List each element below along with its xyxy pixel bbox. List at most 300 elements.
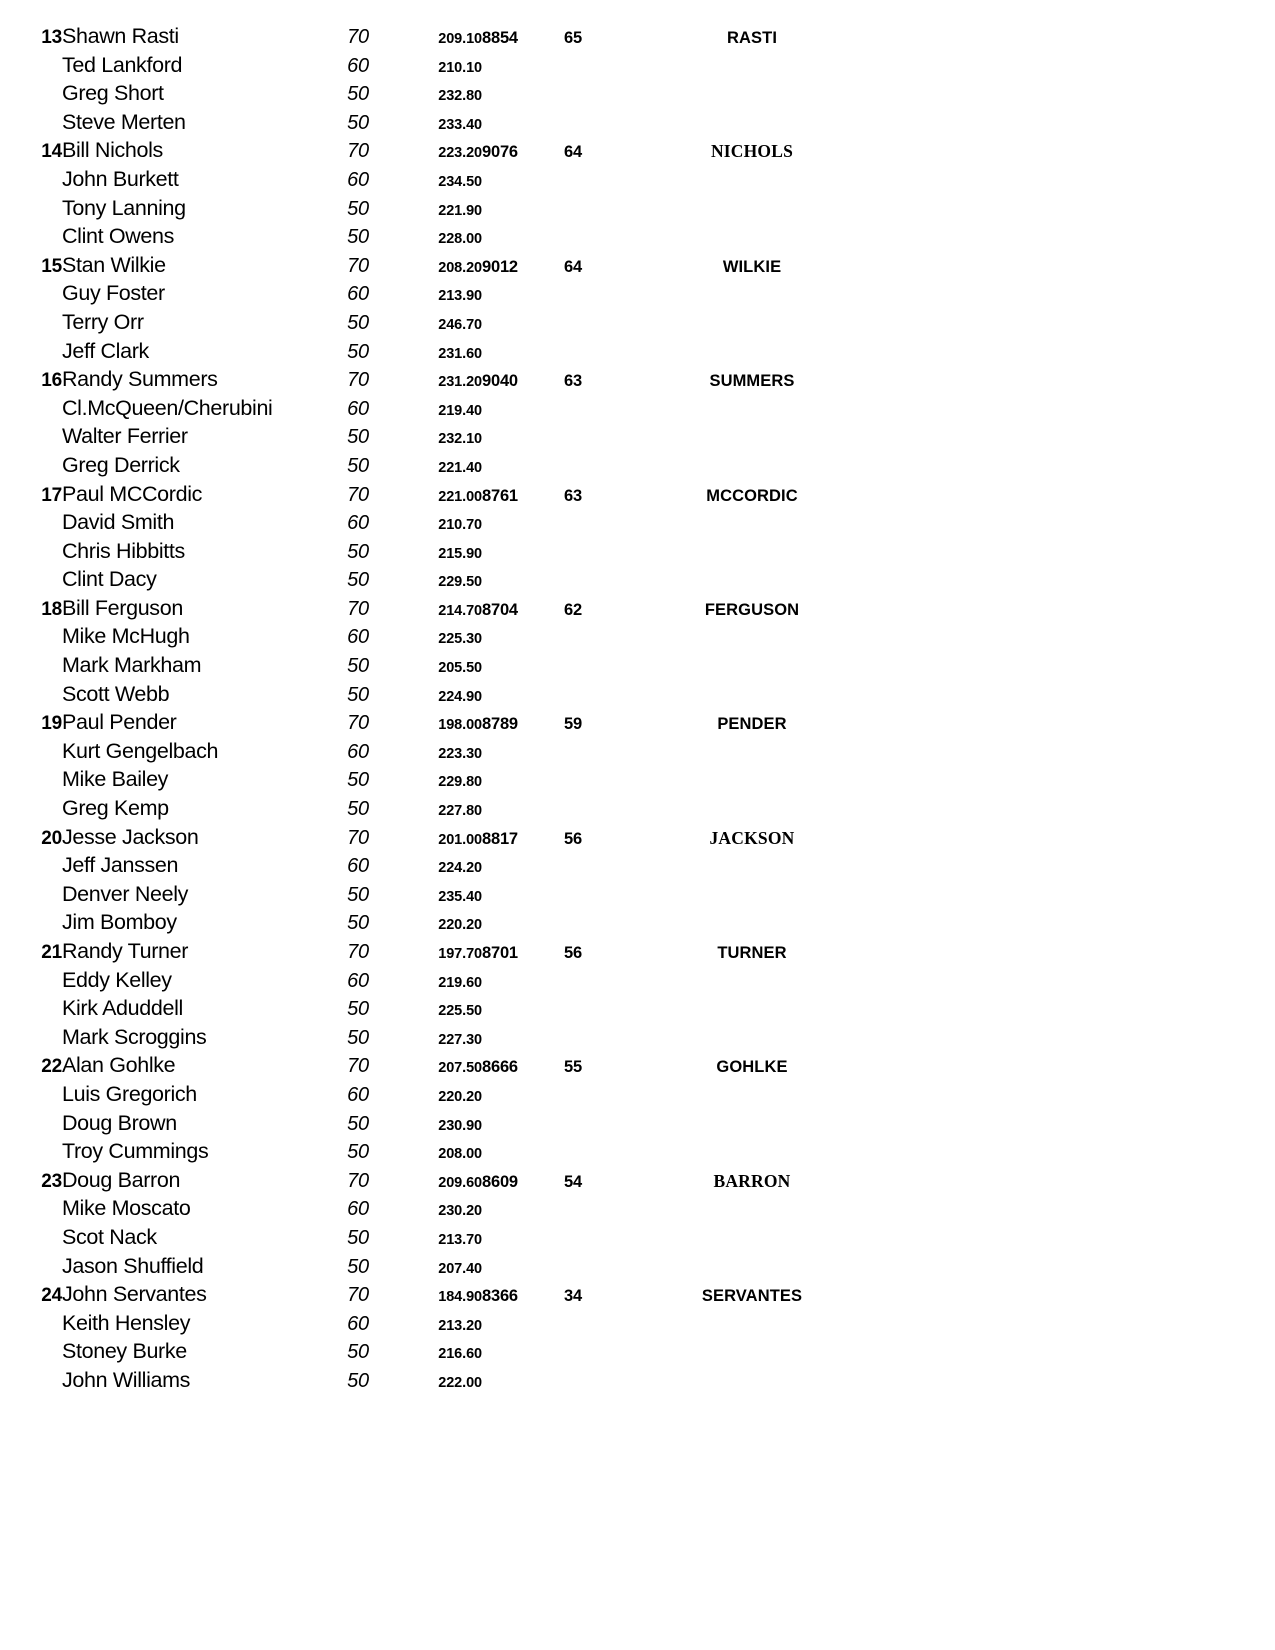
team-name [656,968,848,997]
team-rank [18,624,62,653]
team-member-row [18,224,848,253]
team-member-row [18,624,848,653]
team-total [482,1139,564,1168]
team-points [564,453,656,482]
team-name [656,453,848,482]
team-points: 56 [564,829,582,848]
team-member-row [18,453,848,482]
member-average: 207.40 [438,1260,482,1277]
member-handicap: 50 [347,569,369,592]
member-handicap: 50 [347,798,369,821]
team-points: 54 [564,1172,582,1191]
team-rank [18,882,62,911]
member-average: 205.50 [438,660,482,677]
member-average: 221.90 [438,202,482,219]
team-total [482,453,564,482]
team-member-row [18,1025,848,1054]
team-name [656,167,848,196]
member-handicap: 50 [347,1141,369,1164]
team-total [482,53,564,82]
member-name: Jeff Clark [62,338,149,363]
member-name: Jesse Jackson [62,824,199,849]
team-member-row [18,653,848,682]
team-points [564,1225,656,1254]
team-points [564,1339,656,1368]
team-rank [18,767,62,796]
member-average: 219.60 [438,974,482,991]
team-leader-row [18,825,848,854]
team-points [564,653,656,682]
team-points [564,910,656,939]
team-points [564,1254,656,1283]
team-total [482,110,564,139]
member-name: Terry Orr [62,309,144,334]
member-name: Walter Ferrier [62,424,188,449]
team-member-row [18,53,848,82]
team-total: 8701 [482,944,518,962]
team-points: 63 [564,486,582,505]
member-average: 220.20 [438,1088,482,1105]
member-average: 223.30 [438,745,482,762]
member-name: Kurt Gengelbach [62,738,219,763]
team-rank [18,339,62,368]
member-handicap: 60 [347,54,369,77]
team-points: 64 [564,143,582,162]
team-name: SERVANTES [701,1287,803,1306]
team-name [656,110,848,139]
member-name: Jim Bomboy [62,910,177,935]
team-total: 8789 [482,715,518,734]
team-points [564,539,656,568]
team-member-row [18,196,848,225]
team-rank [18,167,62,196]
team-total: 8704 [482,600,518,619]
team-points: 59 [564,715,582,734]
member-average: 227.80 [438,803,482,820]
team-total [482,653,564,682]
member-handicap: 70 [347,941,369,963]
team-points [564,996,656,1025]
team-member-row [18,167,848,196]
team-points: 63 [564,372,582,391]
team-rank [18,424,62,453]
member-average: 215.90 [438,545,482,562]
member-name: Greg Kemp [62,796,169,821]
member-handicap: 50 [347,769,369,792]
member-average: 216.60 [438,1346,482,1363]
member-average: 210.10 [438,59,482,76]
team-name: WILKIE [722,257,782,276]
team-points: 62 [564,600,582,619]
team-rank [18,910,62,939]
team-points [564,682,656,711]
team-member-row [18,682,848,711]
team-member-row [18,396,848,425]
member-name: Mark Markham [62,653,202,678]
team-total [482,682,564,711]
team-total: 8761 [482,486,518,505]
member-name: Bill Ferguson [62,595,183,620]
member-name: Jason Shuffield [62,1253,204,1278]
team-name [656,1082,848,1111]
team-points [564,1139,656,1168]
team-points [564,196,656,225]
member-handicap: 50 [347,683,369,706]
team-rank [18,853,62,882]
team-name [656,196,848,225]
member-average: 213.20 [438,1317,482,1334]
team-leader-row [18,24,848,53]
team-total [482,853,564,882]
team-points: 65 [564,29,582,47]
team-total: 9076 [482,143,518,162]
member-handicap: 60 [347,512,369,535]
member-handicap: 60 [347,397,369,420]
member-name: Tony Lanning [62,195,186,220]
team-member-row [18,1196,848,1225]
team-rank [18,968,62,997]
team-total [482,968,564,997]
member-handicap: 50 [347,340,369,363]
member-average: 224.90 [438,688,482,705]
team-member-row [18,339,848,368]
member-average: 246.70 [438,316,482,333]
team-rank [18,739,62,768]
member-name: Eddy Kelley [62,967,172,992]
team-member-row [18,1311,848,1340]
member-average: 209.60 [438,1174,482,1191]
member-average: 232.80 [438,88,482,105]
team-leader-row [18,1053,848,1082]
member-average: 224.20 [438,860,482,877]
member-name: David Smith [62,510,175,535]
member-average: 197.70 [438,946,482,962]
member-average: 208.00 [438,1146,482,1163]
member-average: 220.20 [438,917,482,934]
team-member-row [18,1339,848,1368]
member-average: 225.30 [438,631,482,648]
member-average: 209.10 [438,31,482,47]
team-name [656,996,848,1025]
member-name: Greg Short [62,81,164,106]
team-name: PENDER [717,715,787,734]
member-name: Scot Nack [62,1224,157,1249]
team-member-row [18,567,848,596]
team-total [482,882,564,911]
team-points [564,796,656,825]
team-name: TURNER [717,944,787,962]
member-average: 222.00 [438,1374,482,1391]
team-points [564,339,656,368]
team-name [656,510,848,539]
member-handicap: 50 [347,883,369,906]
team-points [564,510,656,539]
team-name [656,1254,848,1283]
member-name: Alan Gohlke [62,1053,176,1078]
team-name: GOHLKE [716,1058,788,1077]
team-name [656,1368,848,1397]
member-handicap: 70 [347,369,369,392]
team-name: RASTI [727,29,777,47]
member-handicap: 60 [347,626,369,649]
team-name [656,767,848,796]
team-member-row [18,81,848,110]
team-rank: 16 [41,370,62,392]
member-handicap: 70 [347,712,369,735]
team-points [564,81,656,110]
team-name [656,1196,848,1225]
member-handicap: 50 [347,454,369,477]
team-member-row [18,853,848,882]
team-points [564,310,656,339]
team-total [482,796,564,825]
team-leader-row [18,1282,848,1311]
team-total [482,1311,564,1340]
team-rank [18,510,62,539]
member-average: 213.90 [438,288,482,305]
member-handicap: 50 [347,111,369,134]
member-name: Steve Merten [62,109,186,134]
member-name: Troy Cummings [62,1139,209,1164]
member-average: 207.50 [438,1060,482,1077]
member-handicap: 60 [347,855,369,878]
member-name: Chris Hibbitts [62,538,185,563]
team-rank [18,53,62,82]
member-average: 231.20 [438,374,482,391]
member-average: 221.00 [438,488,482,505]
team-rank [18,1082,62,1111]
team-total [482,1254,564,1283]
team-name [656,310,848,339]
member-name: Mike McHugh [62,624,190,649]
member-handicap: 60 [347,283,369,306]
member-name: Mike Moscato [62,1196,191,1221]
team-member-row [18,510,848,539]
member-average: 230.90 [438,1117,482,1134]
member-average: 210.70 [438,517,482,534]
team-total [482,310,564,339]
team-total [482,196,564,225]
team-points [564,567,656,596]
team-points [564,968,656,997]
member-name: John Burkett [62,166,179,191]
member-name: Doug Barron [62,1167,181,1192]
member-average: 219.40 [438,402,482,419]
member-handicap: 60 [347,740,369,763]
team-rank [18,1196,62,1225]
member-name: Stan Wilkie [62,252,166,277]
team-name [656,1025,848,1054]
team-points: 34 [564,1287,582,1306]
member-average: 229.50 [438,574,482,591]
member-average: 227.30 [438,1031,482,1048]
team-name: BARRON [713,1170,791,1191]
member-name: Kirk Aduddell [62,996,183,1021]
member-name: John Williams [62,1367,191,1392]
team-points [564,624,656,653]
team-name [656,1311,848,1340]
member-handicap: 50 [347,1226,369,1249]
team-points [564,424,656,453]
team-name [656,910,848,939]
member-name: Shawn Rasti [62,24,179,48]
team-leader-row [18,1168,848,1197]
member-handicap: 50 [347,83,369,106]
team-rank [18,1025,62,1054]
team-points [564,167,656,196]
team-name [656,796,848,825]
team-leader-row [18,138,848,167]
team-rank: 13 [41,27,62,48]
team-member-row [18,767,848,796]
member-average: 213.70 [438,1231,482,1248]
team-member-row [18,882,848,911]
member-handicap: 70 [347,254,369,277]
team-member-row [18,1139,848,1168]
team-name [656,624,848,653]
team-rank [18,1311,62,1340]
member-name: Jeff Janssen [62,853,179,878]
team-name: JACKSON [709,827,795,848]
team-rank: 23 [41,1170,62,1192]
team-member-row [18,310,848,339]
team-total [482,910,564,939]
team-rank: 24 [41,1285,62,1307]
team-total [482,224,564,253]
team-rank: 20 [41,827,62,849]
member-name: Stoney Burke [62,1339,187,1364]
team-rank [18,796,62,825]
team-total: 8609 [482,1172,518,1191]
member-handicap: 60 [347,168,369,191]
team-rank [18,81,62,110]
team-rank: 14 [41,141,62,163]
member-handicap: 70 [347,1169,369,1192]
team-points [564,396,656,425]
member-handicap: 70 [347,483,369,506]
team-total [482,767,564,796]
member-handicap: 50 [347,655,369,678]
team-name: NICHOLS [710,141,794,162]
member-name: Greg Derrick [62,452,180,477]
member-average: 225.50 [438,1003,482,1020]
member-handicap: 70 [347,26,369,48]
team-name: FERGUSON [704,600,800,619]
member-handicap: 50 [347,912,369,935]
member-handicap: 50 [347,311,369,334]
team-name: MCCORDIC [706,486,798,505]
team-member-row [18,968,848,997]
team-member-row [18,539,848,568]
team-rank [18,224,62,253]
team-rank: 18 [41,598,62,620]
member-handicap: 70 [347,826,369,849]
team-total: 8854 [482,29,518,47]
member-average: 214.70 [438,602,482,619]
member-average: 230.20 [438,1203,482,1220]
team-name [656,1339,848,1368]
member-handicap: 70 [347,1055,369,1078]
member-name: Doug Brown [62,1110,177,1135]
team-total [482,339,564,368]
member-name: John Servantes [62,1282,207,1307]
team-name [656,567,848,596]
member-handicap: 50 [347,1369,369,1392]
team-name [656,1225,848,1254]
team-name [656,224,848,253]
team-total [482,396,564,425]
team-member-row [18,739,848,768]
team-rank: 21 [41,942,62,963]
team-total [482,1082,564,1111]
member-average: 221.40 [438,459,482,476]
member-average: 231.60 [438,345,482,362]
team-total [482,510,564,539]
team-points [564,1368,656,1397]
member-handicap: 60 [347,1198,369,1221]
team-member-row [18,1111,848,1140]
team-points [564,767,656,796]
team-rank: 19 [41,713,62,735]
team-points [564,739,656,768]
team-points: 56 [564,944,582,962]
team-name [656,539,848,568]
member-handicap: 50 [347,197,369,220]
member-average: 229.80 [438,774,482,791]
team-rank [18,653,62,682]
team-total [482,1339,564,1368]
team-name [656,653,848,682]
team-name [656,682,848,711]
team-total [482,424,564,453]
team-member-row [18,910,848,939]
member-name: Bill Nichols [62,138,163,163]
team-rank: 22 [41,1056,62,1078]
member-name: Mike Bailey [62,767,169,792]
team-rank [18,539,62,568]
member-name: Clint Owens [62,224,175,249]
member-average: 184.90 [438,1289,482,1306]
team-points [564,1311,656,1340]
team-total [482,624,564,653]
team-total [482,1368,564,1397]
team-member-row [18,996,848,1025]
team-leader-row [18,482,848,511]
team-points [564,1082,656,1111]
member-name: Denver Neely [62,881,189,906]
team-name [656,882,848,911]
team-rank [18,1368,62,1397]
member-average: 223.20 [438,145,482,162]
team-points: 64 [564,257,582,276]
team-member-row [18,424,848,453]
member-handicap: 50 [347,1341,369,1364]
member-handicap: 70 [347,140,369,163]
team-points [564,1025,656,1054]
member-average: 228.00 [438,231,482,248]
team-leader-row [18,253,848,282]
team-rank [18,396,62,425]
team-name [656,53,848,82]
team-rank [18,1339,62,1368]
team-member-row [18,1368,848,1397]
member-name: Clint Dacy [62,567,157,592]
team-leader-row [18,710,848,739]
team-name [656,1111,848,1140]
member-handicap: 50 [347,1255,369,1278]
team-leader-row [18,939,848,968]
team-member-row [18,1225,848,1254]
